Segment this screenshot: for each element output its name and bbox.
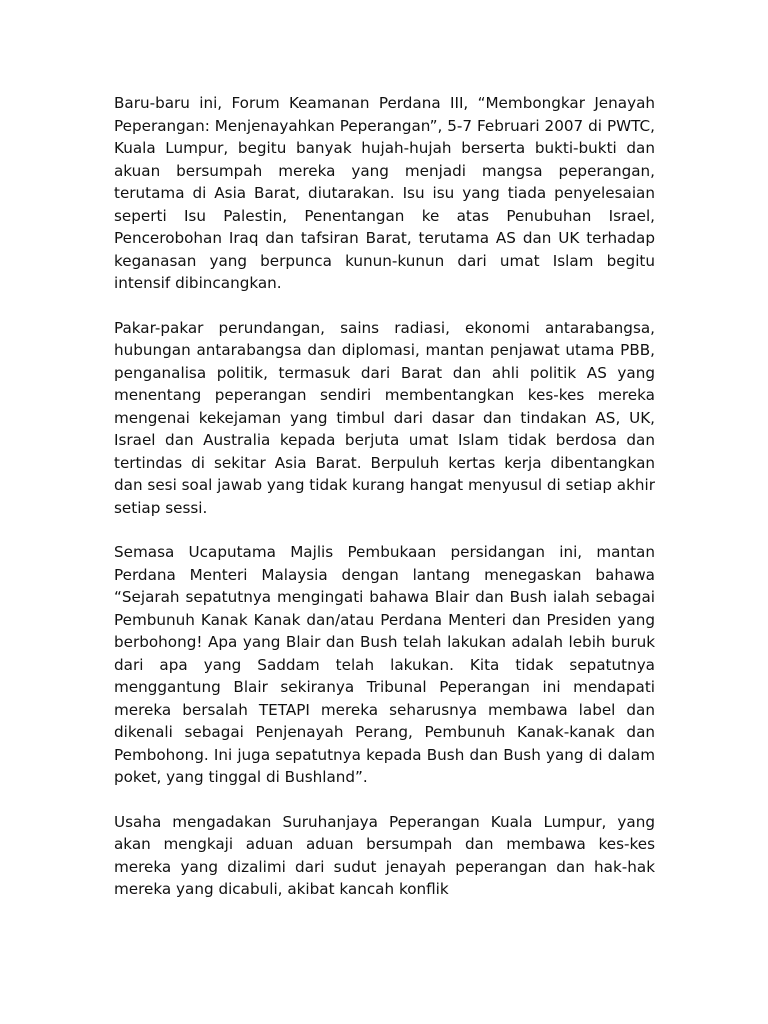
paragraph-commission: Usaha mengadakan Suruhanjaya Peperangan Kuala Lumpur, yang akan mengkaji aduan aduan bersumpah dan membawa kes-kes mereka yang dizalimi dari sudut jenayah peperangan dan hak-hak mereka yang dicabuli, akibat kancah konflik [114, 812, 655, 898]
paragraph-forum: Baru-baru ini, Forum Keamanan Perdana III, “Membongkar Jenayah Peperangan: Menjenayahkan Peperangan”, 5-7 Februari 2007 di PWTC, Kuala Lumpur, begitu banyak hujah-hujah berserta bukti-bukti dan akuan bersumpah mereka yang menjadi mangsa peperangan, terutama di Asia Barat, diutarakan. Isu isu yang tiada penyelesaian seperti Isu Palestin, Penentangan ke atas Penubuhan Israel, Pencerobohan Iraq dan tafsiran Barat, terutama AS dan UK terhadap keganasan yang berpunca kunun-kunun dari umat Islam begitu intensif dibincangkan. [114, 94, 655, 292]
document-page [114, 92, 655, 923]
paragraph-experts: Pakar-pakar perundangan, sains radiasi, ekonomi antarabangsa, hubungan antarabangsa dan diplomasi, mantan penjawat utama PBB, penganalisa politik, termasuk dari Barat dan ahli politik AS yang menentang peperangan sendiri membentangkan kes-kes mereka mengenai kekejaman yang timbul dari dasar dan tindakan AS, UK, Israel dan Australia kepada berjuta umat Islam tidak berdosa dan tertindas di sekitar Asia Barat. Berpuluh kertas kerja dibentangkan dan sesi soal jawab yang tidak kurang hangat menyusul di setiap akhir setiap sessi. [114, 318, 655, 517]
paragraph-keynote: Semasa Ucaputama Majlis Pembukaan persidangan ini, mantan Perdana Menteri Malaysia dengan lantang menegaskan bahawa “Sejarah sepatutnya mengingati bahawa Blair dan Bush ialah sebagai Pembunuh Kanak Kanak dan/atau Perdana Menteri dan Presiden yang berbohong! Apa yang Blair dan Bush telah lakukan adalah lebih buruk dari apa yang Saddam telah lakukan. Kita tidak sepatutnya menggantung Blair sekiranya Tribunal Peperangan ini mendapati mereka bersalah TETAPI mereka seharusnya membawa label dan dikenali sebagai Penjenayah Perang, Pembunuh Kanak-kanak dan Pembohong. Ini juga sepatutnya kepada Bush dan Bush yang di dalam poket, yang tinggal di Bushland”. [114, 543, 655, 786]
